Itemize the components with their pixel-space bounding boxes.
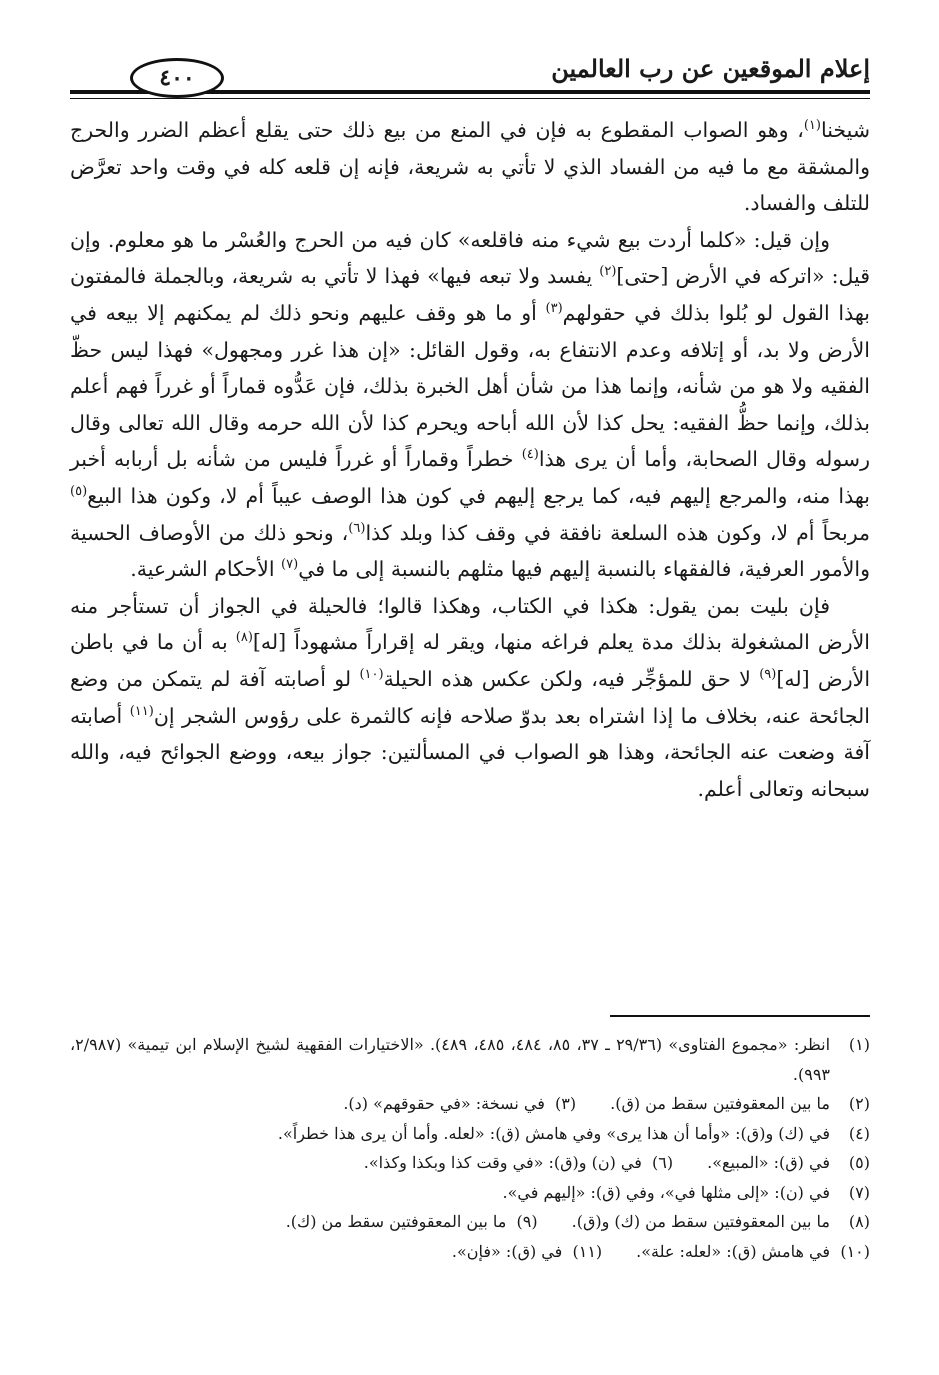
footnote-reference: (٥) <box>70 484 88 500</box>
footnote-text: في هامش (ق): «لعله: علة». <box>636 1241 830 1261</box>
text-run: مربحاً أم لا، وكون هذه السلعة نافقة في وقف كذا وبلد كذا <box>365 520 870 545</box>
footnote-number: (٦) <box>641 1153 674 1172</box>
text-run: يفسد ولا تبعه فيها» فهذا لا تأتي به شريعة، وبالجملة فالمفتون بهذا القول لو بُلوا بذلك في حقولهم <box>70 264 870 325</box>
footnotes <box>70 1030 870 1266</box>
footnote-text-group <box>70 1178 830 1208</box>
footnote-text: ما بين المعقوفتين سقط من (ك). <box>285 1212 507 1231</box>
footnote <box>70 1207 870 1237</box>
footnote-separator <box>610 1015 870 1017</box>
footnote-number: (٢) <box>848 1094 870 1113</box>
footnote <box>70 1119 870 1149</box>
footnote-text: ما بين المعقوفتين سقط من (ق). <box>610 1094 830 1113</box>
footnote-reference: (١٠) <box>359 667 384 683</box>
footnote-reference: (٣) <box>545 301 563 317</box>
text-run: ، ونحو ذلك من الأوصاف الحسية والأمور العرفية، فالفقهاء بالنسبة إليهم فيها مثلهم بالنسبة إلى ما في <box>70 520 870 582</box>
footnote <box>70 1237 870 1267</box>
footnote-number: (٣) <box>544 1094 577 1113</box>
footnote-number: (١٠) <box>840 1241 870 1261</box>
footnote-text: انظر: «مجموع الفتاوى» (٢٩/٣٦ ـ ٣٧، ٨٥، ٤٨٤، ٤٨٥، ٤٨٩). «الاختيارات الفقهية لشيخ الإسلام ابن تيمية» (٢/٩٨٧، ٩٩٣). <box>70 1035 831 1084</box>
footnote-number: (٨) <box>848 1212 870 1231</box>
footnote-text: ما بين المعقوفتين سقط من (ك) و(ق). <box>571 1212 830 1231</box>
text-run: لا حق للمؤجِّر فيه، ولكن عكس هذه الحيلة <box>383 666 760 691</box>
footnote-number: (٩) <box>506 1212 538 1231</box>
header-rule-thin <box>70 98 870 99</box>
text-run: أصابته آفة وضعت عنه الجائحة، وهذا هو الصواب في المسألتين: جواز بيعه، ووضع الجوائح فيه، والله سبحانه وتعالى أعلم. <box>70 703 870 801</box>
footnote-number: (٤) <box>848 1123 870 1143</box>
book-page <box>70 40 870 1340</box>
paragraph <box>70 112 870 222</box>
footnote-text-group <box>70 1119 830 1149</box>
footnote-text-group <box>70 1030 830 1089</box>
text-run: ، وهو الصواب المقطوع به فإن في المنع من بيع ذلك حتى يقلع أعظم الضرر والحرج والمشقة مع ما فيه من الفساد الذي لا تأتي به شريعة، فإنه إن قلعه كله في وقت واحد تعرَّض للتلف والفساد. <box>70 118 870 216</box>
footnote-text: في (ن): «إلى مثلها في»، وفي (ق): «إليهم في». <box>502 1182 830 1202</box>
footnote-reference: (٦) <box>348 520 366 536</box>
footnote-text: في (ق): «فإن». <box>451 1241 563 1261</box>
paragraph <box>70 588 870 808</box>
text-run: وإن قيل: «كلما أردت بيع شيء منه فاقلعه» كان فيه من الحرج والعُسْر ما هو معلوم. وإن قيل: «اتركه في الأرض [حتى] <box>70 227 870 289</box>
footnote <box>70 1030 870 1089</box>
text-run: فإن بليت بمن يقول: هكذا في الكتاب، وهكذا قالوا؛ فالحيلة في الجواز أن تستأجر منه الأرض المشغولة بذلك مدة يعلم فراغه منها، ويقر له إقراراً مشهوداً [له] <box>70 593 871 655</box>
footnote-reference: (٨) <box>235 630 253 646</box>
footnote-number: (٥) <box>848 1153 870 1172</box>
footnote-reference: (٧) <box>281 557 299 573</box>
footnote-text: في نسخة: «في حقوقهم» (د). <box>343 1094 545 1113</box>
footnote <box>70 1178 870 1208</box>
text-run: شيخنا <box>820 118 870 142</box>
text-run: به أن ما في باطن الأرض [له] <box>70 630 871 691</box>
paragraph <box>70 222 870 588</box>
page-number: ٤٠٠ <box>130 58 224 98</box>
footnote-number: (١١) <box>562 1241 603 1261</box>
footnote-number: (٧) <box>848 1182 870 1202</box>
footnote-reference: (١١) <box>129 703 154 719</box>
running-title: إعلام الموقعين عن رب العالمين <box>551 54 870 83</box>
text-run: لو أصابته آفة لم يتمكن من وضع الجائحة عنه، بخلاف ما إذا اشتراه بعد بدوّ صلاحه فإنه كالثمرة على رؤوس الشجر إن <box>70 666 870 728</box>
footnote-number: (١) <box>848 1035 870 1054</box>
footnote-text-group <box>70 1089 830 1119</box>
text-run: خطراً وقماراً أو غرراً فليس من شأنه بل أربابه أخبر بهذا منه، والمرجع إليهم فيه، كما يرجع إليهم في كون هذا الوصف عيباً أم لا، وكون هذا البيع <box>70 447 870 508</box>
main-text <box>70 112 870 807</box>
footnote-text: في (ك) و(ق): «وأما أن هذا يرى» وفي هامش (ق): «لعله. وأما أن يرى هذا خطراً». <box>277 1123 830 1143</box>
footnote-text-group <box>70 1207 830 1237</box>
footnote <box>70 1089 870 1119</box>
footnote <box>70 1148 870 1178</box>
footnote-text: في (ق): «المبيع». <box>707 1153 830 1172</box>
text-run: الأحكام الشرعية. <box>130 557 282 582</box>
footnote-reference: (٢) <box>599 264 617 280</box>
footnote-text: في (ن) و(ق): «في وقت كذا وبكذا وكذا». <box>363 1153 642 1172</box>
footnote-text-group <box>70 1148 830 1178</box>
footnote-reference: (٤) <box>521 447 539 463</box>
text-run: أو ما هو وقف عليهم ونحو ذلك لم يمكنهم إلا بيعه في الأرض ولا بد، أو إتلافه وعدم الانتفاع به، وقول القائل: «إن هذا غرر ومجهول» فهذا ليس حظّ الفقيه ولا هو من شأنه، وإنما هذا من شأن أهل الخبرة بذلك، فإن عَدُّوه قماراً أو غرراً فهم أعلم بذلك، وإنما حظُّ الفقيه: يحل كذا لأن الله أباحه ويحرم كذا لأن الله حرمه وقال الله تعالى وقال رسوله وقال الصحابة، وأما أن يرى هذا <box>70 300 870 472</box>
footnote-reference: (٩) <box>759 667 777 683</box>
footnote-text-group <box>70 1237 830 1267</box>
footnote-reference: (١) <box>803 118 821 134</box>
